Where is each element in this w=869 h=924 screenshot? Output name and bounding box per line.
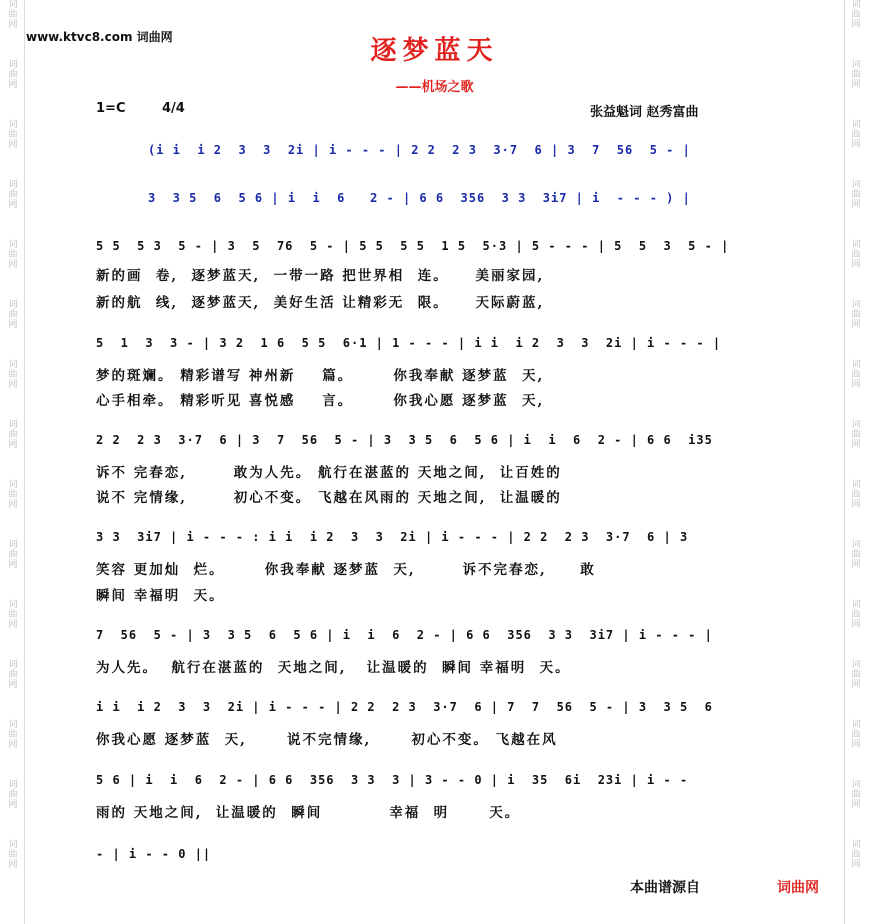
- watermark-glyph: 曲: [8, 790, 18, 800]
- watermark-glyph: 网: [8, 500, 18, 510]
- watermark-glyph: 曲: [851, 70, 861, 80]
- watermark-glyph: 曲: [8, 670, 18, 680]
- watermark-glyph: 网: [8, 80, 18, 90]
- watermark-glyph: 曲: [851, 310, 861, 320]
- notation-line: 5 6 | i i 6 2 - | 6 6 356 3 3 3 | 3 - - 0 | i 35 6i 23i | i - -: [96, 773, 689, 787]
- watermark-glyph: 词: [851, 780, 861, 790]
- watermark-glyph: 词: [851, 600, 861, 610]
- watermark-glyph: 曲: [8, 130, 18, 140]
- watermark-glyph: 词: [851, 240, 861, 250]
- watermark-glyph: 曲: [851, 130, 861, 140]
- watermark-glyph: 词: [8, 480, 18, 490]
- notation-line: 7 56 5 - | 3 3 5 6 5 6 | i i 6 2 - | 6 6 356 3 3 3i7 | i - - - |: [96, 628, 713, 642]
- footer-brand-link[interactable]: 词曲网: [777, 880, 819, 896]
- watermark-glyph: 曲: [851, 670, 861, 680]
- watermark-glyph: 词: [8, 540, 18, 550]
- watermark-glyph: 曲: [851, 850, 861, 860]
- watermark-glyph: 曲: [851, 730, 861, 740]
- watermark-glyph: 曲: [8, 10, 18, 20]
- watermark-glyph-group: [8, 540, 17, 570]
- watermark-glyph: 曲: [851, 610, 861, 620]
- watermark-glyph-group: [8, 180, 17, 210]
- footer-source-text: 本曲谱源自: [630, 880, 700, 896]
- intro-notation-line: (i i i 2 3 3 2i | i - - - | 2 2 2 3 3·7 6 | 3 7 56 5 - |: [148, 143, 691, 157]
- watermark-glyph-group: [851, 480, 860, 510]
- watermark-glyph: 网: [8, 440, 18, 450]
- watermark-glyph: 曲: [8, 430, 18, 440]
- watermark-glyph-group: [851, 660, 860, 690]
- watermark-glyph: 词: [8, 360, 18, 370]
- lyric-line: 心手相牵。 精彩听见 喜悦感 言。 你我心愿 逐梦蓝 天,: [96, 393, 545, 409]
- lyric-line: 你我心愿 逐梦蓝 天, 说不完情缘, 初心不变。 飞越在风: [96, 732, 558, 748]
- watermark-glyph-group: [851, 540, 860, 570]
- watermark-glyph: 网: [851, 560, 861, 570]
- watermark-glyph: 网: [851, 800, 861, 810]
- lyric-line: 为人先。 航行在湛蓝的 天地之间, 让温暖的 瞬间 幸福明 天。: [96, 660, 571, 676]
- watermark-glyph: 词: [8, 240, 18, 250]
- watermark-glyph: 词: [8, 840, 18, 850]
- key-signature: 1=C: [96, 101, 126, 116]
- watermark-glyph: 曲: [851, 370, 861, 380]
- watermark-glyph: 词: [8, 420, 18, 430]
- watermark-glyph: 词: [851, 120, 861, 130]
- time-signature: 4/4: [162, 101, 185, 116]
- watermark-glyph: 词: [8, 660, 18, 670]
- watermark-glyph-group: [851, 120, 860, 150]
- watermark-glyph: 词: [851, 720, 861, 730]
- watermark-glyph: 词: [851, 480, 861, 490]
- watermark-glyph: 曲: [851, 10, 861, 20]
- watermark-glyph: 曲: [851, 430, 861, 440]
- watermark-glyph-group: [851, 240, 860, 270]
- watermark-glyph-group: [8, 0, 17, 30]
- watermark-glyph: 曲: [8, 610, 18, 620]
- watermark-glyph: 曲: [8, 250, 18, 260]
- watermark-glyph-group: [851, 780, 860, 810]
- watermark-glyph: 词: [851, 0, 861, 10]
- watermark-glyph: 网: [851, 320, 861, 330]
- notation-line: 3 3 3i7 | i - - - : i i i 2 3 3 2i | i - - - | 2 2 2 3 3·7 6 | 3: [96, 530, 689, 544]
- watermark-glyph: 网: [8, 740, 18, 750]
- lyric-line: 新的画 卷, 逐梦蓝天, 一带一路 把世界相 连。 美丽家园,: [96, 268, 545, 284]
- song-title: 逐梦蓝天: [370, 36, 499, 66]
- watermark-glyph: 网: [8, 680, 18, 690]
- watermark-glyph-group: [8, 360, 17, 390]
- watermark-glyph-group: [851, 360, 860, 390]
- watermark-glyph: 曲: [8, 850, 18, 860]
- watermark-glyph: 词: [851, 180, 861, 190]
- watermark-glyph: 词: [851, 60, 861, 70]
- watermark-glyph-group: [8, 780, 17, 810]
- lyric-line: 笑容 更加灿 烂。 你我奉献 逐梦蓝 天, 诉不完春恋, 敢: [96, 562, 596, 578]
- watermark-glyph: 词: [8, 780, 18, 790]
- notation-line: 2 2 2 3 3·7 6 | 3 7 56 5 - | 3 3 5 6 5 6 | i i 6 2 - | 6 6 i35: [96, 433, 713, 447]
- watermark-glyph: 曲: [8, 310, 18, 320]
- watermark-glyph: 词: [851, 300, 861, 310]
- watermark-glyph: 曲: [8, 70, 18, 80]
- watermark-glyph: 网: [851, 260, 861, 270]
- watermark-glyph: 曲: [851, 790, 861, 800]
- watermark-glyph: 网: [851, 680, 861, 690]
- watermark-glyph: 网: [851, 860, 861, 870]
- watermark-glyph: 曲: [8, 490, 18, 500]
- watermark-glyph: 词: [8, 300, 18, 310]
- watermark-glyph: 网: [8, 200, 18, 210]
- watermark-glyph: 网: [8, 860, 18, 870]
- watermark-glyph-group: [851, 180, 860, 210]
- left-border-line: [24, 0, 25, 924]
- notation-line: - | i - - 0 ||: [96, 847, 212, 861]
- watermark-glyph-group: [8, 660, 17, 690]
- watermark-glyph: 曲: [8, 370, 18, 380]
- watermark-glyph-group: [851, 600, 860, 630]
- watermark-glyph: 词: [8, 720, 18, 730]
- right-watermark-column: [845, 0, 867, 924]
- watermark-glyph: 网: [8, 620, 18, 630]
- lyric-line: 说不 完情缘, 初心不变。 飞越在风雨的 天地之间, 让温暖的: [96, 490, 562, 506]
- watermark-glyph-group: [8, 120, 17, 150]
- site-watermark[interactable]: www.ktvc8.com 词曲网: [26, 30, 173, 44]
- left-watermark-column: [2, 0, 24, 924]
- watermark-glyph: 网: [8, 320, 18, 330]
- intro-notation-line: 3 3 5 6 5 6 | i i 6 2 - | 6 6 356 3 3 3i7 | i - - - ) |: [148, 191, 691, 205]
- watermark-glyph: 网: [8, 800, 18, 810]
- watermark-glyph-group: [8, 840, 17, 870]
- watermark-glyph-group: [851, 420, 860, 450]
- watermark-glyph: 曲: [851, 490, 861, 500]
- watermark-glyph: 网: [851, 500, 861, 510]
- watermark-glyph-group: [8, 240, 17, 270]
- watermark-glyph: 词: [8, 600, 18, 610]
- watermark-glyph: 曲: [851, 550, 861, 560]
- watermark-glyph: 网: [851, 200, 861, 210]
- watermark-glyph: 词: [851, 540, 861, 550]
- watermark-glyph: 网: [8, 260, 18, 270]
- watermark-glyph: 词: [851, 840, 861, 850]
- watermark-glyph: 网: [851, 80, 861, 90]
- watermark-glyph: 曲: [8, 190, 18, 200]
- song-subtitle: ——机场之歌: [395, 80, 474, 95]
- watermark-glyph-group: [8, 600, 17, 630]
- notation-line: 5 5 5 3 5 - | 3 5 76 5 - | 5 5 5 5 1 5 5·3 | 5 - - - | 5 5 3 5 - |: [96, 239, 730, 253]
- watermark-glyph-group: [8, 720, 17, 750]
- watermark-glyph: 词: [8, 180, 18, 190]
- watermark-glyph: 曲: [851, 250, 861, 260]
- watermark-glyph-group: [851, 720, 860, 750]
- watermark-glyph: 网: [851, 380, 861, 390]
- lyric-line: 梦的斑斓。 精彩谱写 神州新 篇。 你我奉献 逐梦蓝 天,: [96, 368, 545, 384]
- watermark-glyph: 网: [8, 380, 18, 390]
- song-credits: 张益魁词 赵秀富曲: [590, 105, 699, 120]
- watermark-glyph: 词: [8, 60, 18, 70]
- watermark-glyph: 词: [851, 360, 861, 370]
- watermark-glyph: 网: [8, 20, 18, 30]
- watermark-glyph-group: [8, 420, 17, 450]
- lyric-line: 诉不 完春恋, 敢为人先。 航行在湛蓝的 天地之间, 让百姓的: [96, 465, 562, 481]
- watermark-glyph: 网: [851, 620, 861, 630]
- lyric-line: 瞬间 幸福明 天。: [96, 588, 225, 604]
- watermark-glyph: 曲: [851, 190, 861, 200]
- watermark-glyph: 网: [8, 560, 18, 570]
- watermark-glyph: 曲: [8, 730, 18, 740]
- watermark-glyph: 网: [8, 140, 18, 150]
- watermark-glyph: 网: [851, 440, 861, 450]
- watermark-glyph: 网: [851, 740, 861, 750]
- watermark-glyph-group: [851, 840, 860, 870]
- watermark-glyph-group: [8, 480, 17, 510]
- watermark-glyph-group: [8, 300, 17, 330]
- watermark-glyph: 词: [851, 660, 861, 670]
- notation-line: i i i 2 3 3 2i | i - - - | 2 2 2 3 3·7 6 | 7 7 56 5 - | 3 3 5 6: [96, 700, 713, 714]
- watermark-glyph: 曲: [8, 550, 18, 560]
- watermark-glyph: 网: [851, 140, 861, 150]
- watermark-glyph-group: [851, 300, 860, 330]
- watermark-glyph: 词: [851, 420, 861, 430]
- watermark-glyph: 词: [8, 0, 18, 10]
- watermark-glyph-group: [851, 0, 860, 30]
- lyric-line: 新的航 线, 逐梦蓝天, 美好生活 让精彩无 限。 天际蔚蓝,: [96, 295, 545, 311]
- watermark-glyph: 网: [851, 20, 861, 30]
- watermark-glyph: 词: [8, 120, 18, 130]
- lyric-line: 雨的 天地之间, 让温暖的 瞬间 幸福 明 天。: [96, 805, 521, 821]
- notation-line: 5 1 3 3 - | 3 2 1 6 5 5 6·1 | 1 - - - | i i i 2 3 3 2i | i - - - |: [96, 336, 722, 350]
